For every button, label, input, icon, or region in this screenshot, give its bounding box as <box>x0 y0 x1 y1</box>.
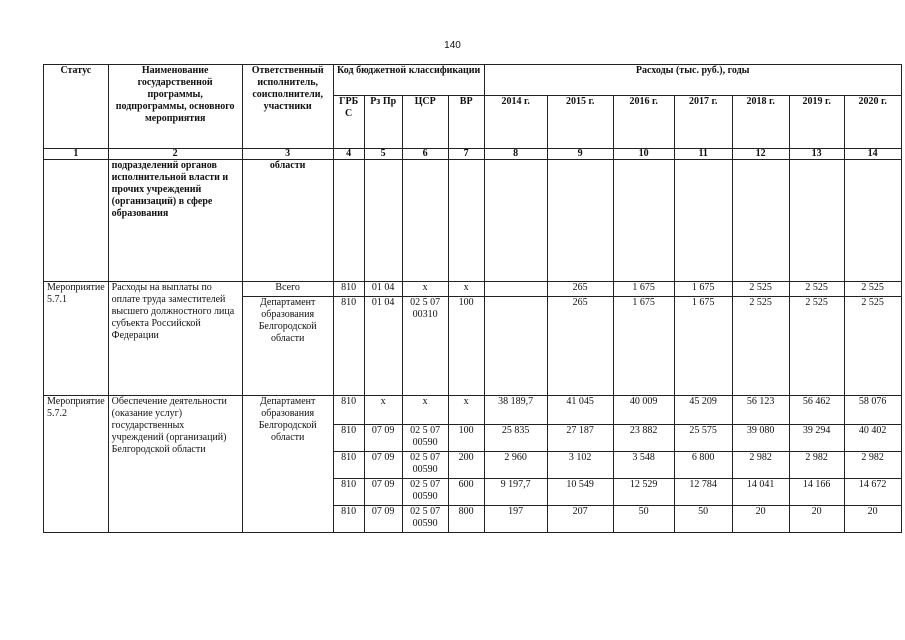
value-cell: 265 <box>547 282 613 297</box>
column-number: 9 <box>547 149 613 160</box>
grbs-cell: 810 <box>333 396 364 425</box>
column-number: 3 <box>242 149 333 160</box>
value-cell: 40 402 <box>844 425 901 452</box>
vr-cell: x <box>448 282 484 297</box>
header-year: 2018 г. <box>732 96 789 149</box>
rzpr-cell: 01 04 <box>364 297 402 396</box>
value-cell: 197 <box>484 506 547 533</box>
value-cell <box>484 282 547 297</box>
grbs-cell: 810 <box>333 282 364 297</box>
column-number: 14 <box>844 149 901 160</box>
measure-571-department: Департамент образования Белгородской области <box>242 297 333 396</box>
grbs-cell: 810 <box>333 297 364 396</box>
empty-cell <box>732 160 789 282</box>
column-number: 13 <box>789 149 844 160</box>
rzpr-cell: 07 09 <box>364 425 402 452</box>
column-number: 4 <box>333 149 364 160</box>
value-cell: 41 045 <box>547 396 613 425</box>
empty-cell <box>333 160 364 282</box>
csr-cell: 02 5 07 00590 <box>402 452 448 479</box>
header-row-1 <box>44 65 902 96</box>
value-cell: 1 675 <box>674 282 732 297</box>
value-cell: 2 525 <box>732 297 789 396</box>
rzpr-cell: 01 04 <box>364 282 402 297</box>
vr-cell: 100 <box>448 297 484 396</box>
column-number: 5 <box>364 149 402 160</box>
empty-cell <box>448 160 484 282</box>
value-cell: 14 041 <box>732 479 789 506</box>
value-cell: 1 675 <box>613 297 674 396</box>
empty-cell <box>844 160 901 282</box>
value-cell: 6 800 <box>674 452 732 479</box>
rzpr-cell: 07 09 <box>364 479 402 506</box>
value-cell: 3 102 <box>547 452 613 479</box>
header-status: Статус <box>44 65 109 149</box>
value-cell: 2 982 <box>732 452 789 479</box>
continuation-row <box>44 160 902 282</box>
header-csr: ЦСР <box>402 96 448 149</box>
value-cell: 45 209 <box>674 396 732 425</box>
header-responsible: Ответственный исполнитель, соисполнители, участники <box>242 65 333 149</box>
value-cell: 14 166 <box>789 479 844 506</box>
value-cell: 50 <box>674 506 732 533</box>
header-vr: ВР <box>448 96 484 149</box>
value-cell: 39 294 <box>789 425 844 452</box>
value-cell: 39 080 <box>732 425 789 452</box>
rzpr-cell: x <box>364 396 402 425</box>
vr-cell: 800 <box>448 506 484 533</box>
value-cell: 2 525 <box>789 297 844 396</box>
value-cell: 2 525 <box>732 282 789 297</box>
empty-cell <box>402 160 448 282</box>
column-number: 6 <box>402 149 448 160</box>
value-cell: 12 784 <box>674 479 732 506</box>
header-year: 2017 г. <box>674 96 732 149</box>
header-year: 2015 г. <box>547 96 613 149</box>
value-cell: 40 009 <box>613 396 674 425</box>
value-cell: 25 835 <box>484 425 547 452</box>
value-cell: 27 187 <box>547 425 613 452</box>
value-cell: 2 982 <box>844 452 901 479</box>
empty-cell <box>674 160 732 282</box>
csr-cell: 02 5 07 00590 <box>402 425 448 452</box>
measure-571-responsible: Всего <box>242 282 333 297</box>
value-cell: 265 <box>547 297 613 396</box>
value-cell <box>484 297 547 396</box>
budget-table <box>43 64 902 533</box>
csr-cell: 02 5 07 00590 <box>402 479 448 506</box>
value-cell: 3 548 <box>613 452 674 479</box>
measure-571-status: Мероприятие 5.7.1 <box>44 282 109 396</box>
value-cell: 2 525 <box>844 282 901 297</box>
value-cell: 56 462 <box>789 396 844 425</box>
vr-cell: 200 <box>448 452 484 479</box>
rzpr-cell: 07 09 <box>364 452 402 479</box>
csr-cell: 02 5 07 00310 <box>402 297 448 396</box>
grbs-cell: 810 <box>333 506 364 533</box>
value-cell: 20 <box>844 506 901 533</box>
csr-cell: 02 5 07 00590 <box>402 506 448 533</box>
header-year: 2020 г. <box>844 96 901 149</box>
value-cell: 2 525 <box>789 282 844 297</box>
value-cell: 58 076 <box>844 396 901 425</box>
header-budget-code: Код бюджетной классификации <box>333 65 484 96</box>
empty-cell <box>484 160 547 282</box>
empty-cell <box>613 160 674 282</box>
measure-572-responsible: Департамент образования Белгородской области <box>242 396 333 533</box>
value-cell: 20 <box>789 506 844 533</box>
measure-571-name: Расходы на выплаты по оплате труда заместителей высшего должностного лица субъекта Российской Федерации <box>108 282 242 396</box>
value-cell: 9 197,7 <box>484 479 547 506</box>
rzpr-cell: 07 09 <box>364 506 402 533</box>
header-expenses: Расходы (тыс. руб.), годы <box>484 65 901 96</box>
header-rzpr: Рз Пр <box>364 96 402 149</box>
measure-572-name: Обеспечение деятельности (оказание услуг) государственных учреждений (организаций) Белгородской области <box>108 396 242 533</box>
header-grbs: ГРБ С <box>333 96 364 149</box>
value-cell: 1 675 <box>613 282 674 297</box>
value-cell: 14 672 <box>844 479 901 506</box>
value-cell: 207 <box>547 506 613 533</box>
vr-cell: 600 <box>448 479 484 506</box>
empty-cell <box>547 160 613 282</box>
column-number: 2 <box>108 149 242 160</box>
header-year: 2014 г. <box>484 96 547 149</box>
continuation-status <box>44 160 109 282</box>
value-cell: 2 525 <box>844 297 901 396</box>
column-number: 8 <box>484 149 547 160</box>
csr-cell: x <box>402 396 448 425</box>
value-cell: 25 575 <box>674 425 732 452</box>
value-cell: 2 960 <box>484 452 547 479</box>
value-cell: 1 675 <box>674 297 732 396</box>
grbs-cell: 810 <box>333 479 364 506</box>
grbs-cell: 810 <box>333 452 364 479</box>
value-cell: 50 <box>613 506 674 533</box>
measure-571-total-row <box>44 282 902 297</box>
column-number: 12 <box>732 149 789 160</box>
continuation-name: подразделений органов исполнительной власти и прочих учреждений (организаций) в сфере образования <box>108 160 242 282</box>
csr-cell: x <box>402 282 448 297</box>
measure-572-status: Мероприятие 5.7.2 <box>44 396 109 533</box>
header-year: 2019 г. <box>789 96 844 149</box>
continuation-responsible: области <box>242 160 333 282</box>
value-cell: 10 549 <box>547 479 613 506</box>
header-name: Наименование государственной программы, подпрограммы, основного мероприятия <box>108 65 242 149</box>
column-number: 11 <box>674 149 732 160</box>
vr-cell: 100 <box>448 425 484 452</box>
column-number: 10 <box>613 149 674 160</box>
header-year: 2016 г. <box>613 96 674 149</box>
empty-cell <box>364 160 402 282</box>
value-cell: 38 189,7 <box>484 396 547 425</box>
column-number: 1 <box>44 149 109 160</box>
column-number: 7 <box>448 149 484 160</box>
value-cell: 12 529 <box>613 479 674 506</box>
value-cell: 20 <box>732 506 789 533</box>
value-cell: 23 882 <box>613 425 674 452</box>
vr-cell: x <box>448 396 484 425</box>
value-cell: 56 123 <box>732 396 789 425</box>
measure-572-row <box>44 396 902 425</box>
column-number-row <box>44 149 902 160</box>
grbs-cell: 810 <box>333 425 364 452</box>
value-cell: 2 982 <box>789 452 844 479</box>
page-number: 140 <box>444 40 461 51</box>
empty-cell <box>789 160 844 282</box>
